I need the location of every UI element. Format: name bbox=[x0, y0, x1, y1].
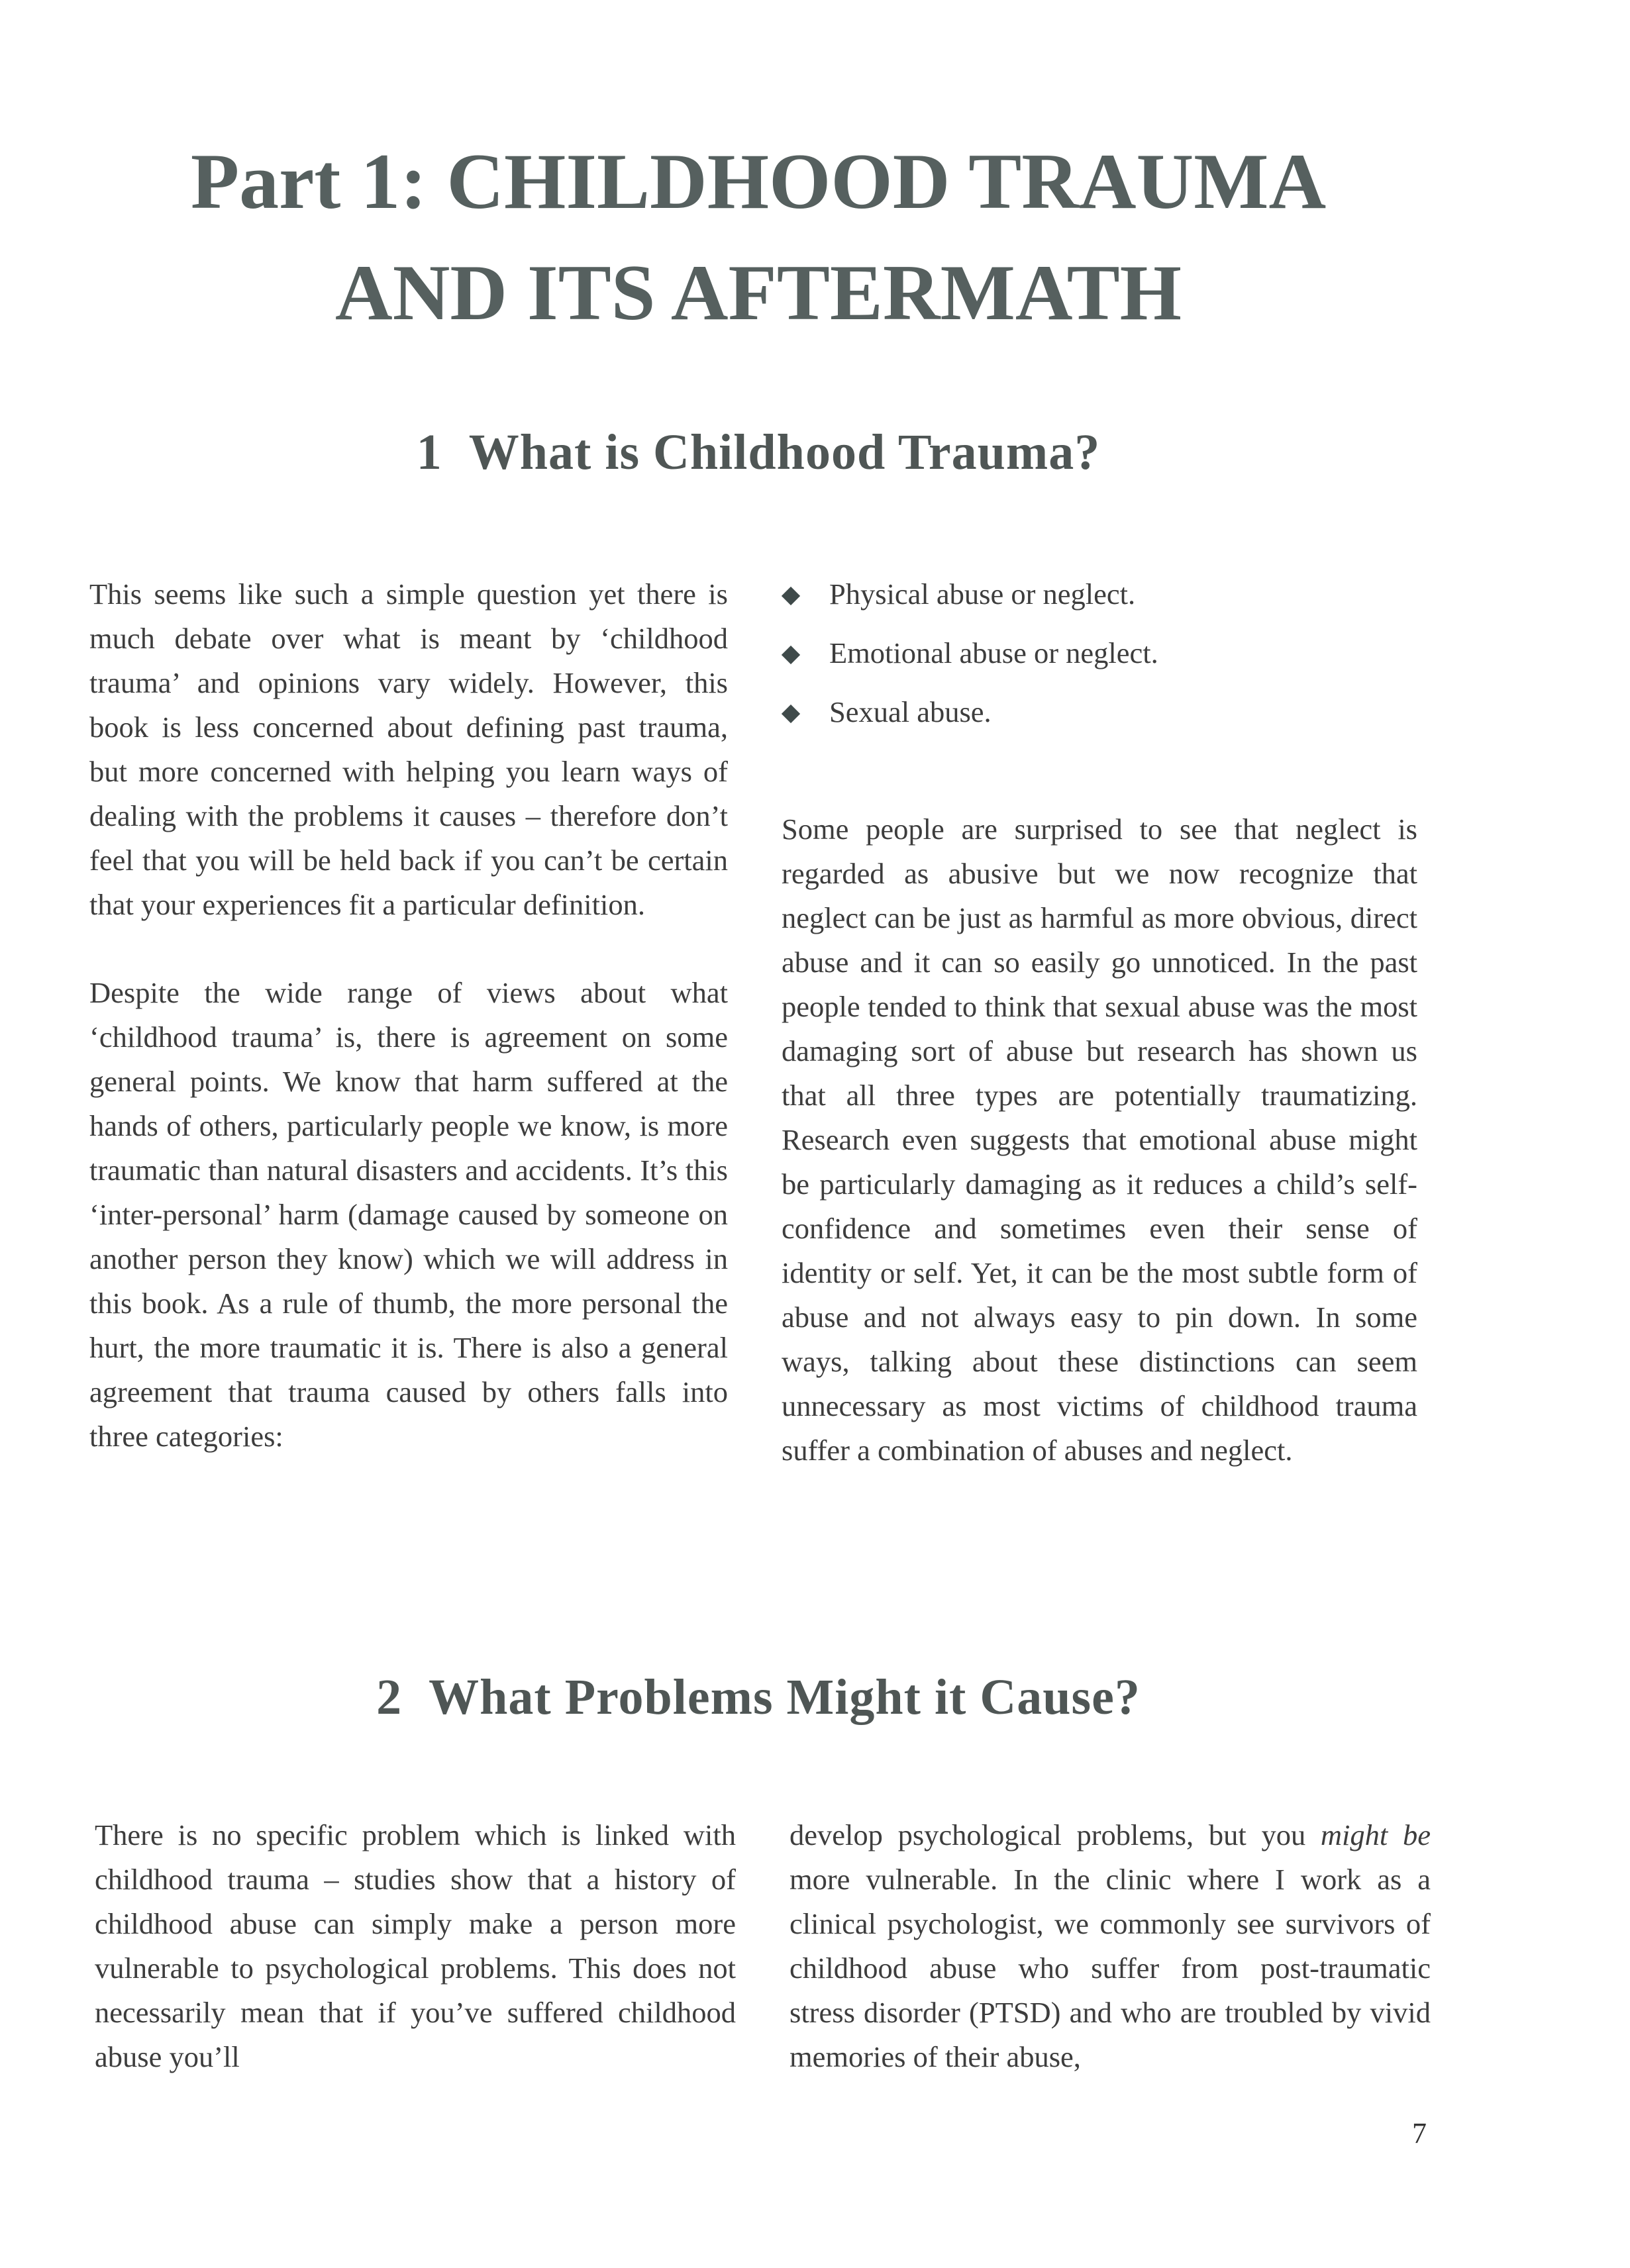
part-title bbox=[0, 126, 1517, 348]
diamond-bullet-icon bbox=[782, 646, 800, 664]
diamond-bullet-icon bbox=[782, 705, 800, 723]
section-2-heading bbox=[0, 1669, 1517, 1726]
section-2-number: 2 bbox=[376, 1669, 403, 1725]
section-1-right-column bbox=[782, 572, 1417, 1473]
page-number: 7 bbox=[1412, 2117, 1427, 2149]
section-2-paragraph-1: There is no specific problem which is linked with childhood trauma – studies show that a history of childhood abuse can simply make a person more vulnerable to psychological problems. This does not necessarily mean that if you’ve suffered childhood abuse you’ll bbox=[95, 1818, 736, 2073]
section-1-heading bbox=[0, 424, 1517, 481]
section-2-right-column bbox=[790, 1813, 1431, 2079]
list-item-text: Emotional abuse or neglect. bbox=[829, 636, 1158, 669]
trauma-categories-list bbox=[782, 572, 1417, 734]
section-1-paragraph-3: Some people are surprised to see that neglect is regarded as abusive but we now recognize that neglect can be just as harmful as more obvious, direct abuse and it can so easily go unnoticed. In the past people tended to think that sexual abuse was the most damaging sort of abuse but research has shown us that all three types are potentially traumatizing. Research even suggests that emotional abuse might be particularly damaging as it reduces a child’s self-confidence and sometimes even their sense of identity or self. Yet, it can be the most subtle form of abuse and not always easy to pin down. In some ways, talking about these distinctions can seem unnecessary as most victims of childhood trauma suffer a combination of abuses and neglect. bbox=[782, 813, 1417, 1467]
section-1-title: What is Childhood Trauma? bbox=[468, 424, 1101, 480]
list-item bbox=[782, 631, 1417, 675]
section-1-paragraph-1: This seems like such a simple question yet there is much debate over what is meant by ‘childhood trauma’ and opinions vary widely. However, this book is less concerned about defining past trauma, but more concerned with helping you learn ways of dealing with the problems it causes – therefore don’t feel that you will be held back if you can’t be certain that your experiences fit a particular definition. bbox=[89, 577, 728, 921]
section-2-left-column bbox=[95, 1813, 736, 2079]
section-2-title: What Problems Might it Cause? bbox=[429, 1669, 1141, 1725]
part-title-line-2: AND ITS AFTERMATH bbox=[335, 248, 1182, 336]
section-2-paragraph-2 bbox=[790, 1813, 1431, 2079]
list-item bbox=[782, 690, 1417, 734]
section-2-emphasis: might be bbox=[1320, 1818, 1431, 1851]
section-1-left-column bbox=[89, 572, 728, 1459]
diamond-bullet-icon bbox=[782, 587, 800, 605]
list-item-text: Sexual abuse. bbox=[829, 695, 992, 728]
part-title-line-1: Part 1: CHILDHOOD TRAUMA bbox=[190, 137, 1327, 225]
section-1-paragraph-2: Despite the wide range of views about what ‘childhood trauma’ is, there is agreement on some general points. We know that harm suffered at the hands of others, particularly people we know, is more traumatic than natural disasters and accidents. It’s this ‘inter-personal’ harm (damage caused by someone on another person they know) which we will address in this book. As a rule of thumb, the more personal the hurt, the more traumatic it is. There is also a general agreement that trauma caused by others falls into three categories: bbox=[89, 976, 728, 1453]
list-item bbox=[782, 572, 1417, 616]
list-item-text: Physical abuse or neglect. bbox=[829, 577, 1136, 611]
section-2-text-part-1: develop psychological problems, but you bbox=[790, 1818, 1321, 1851]
section-1-number: 1 bbox=[416, 424, 442, 480]
section-2-text-part-2: more vulnerable. In the clinic where I work as a clinical psychologist, we commonly see survivors of childhood abuse who suffer from post-traumatic stress disorder (PTSD) and who are troubled by vivid memories of their abuse, bbox=[790, 1863, 1431, 2073]
